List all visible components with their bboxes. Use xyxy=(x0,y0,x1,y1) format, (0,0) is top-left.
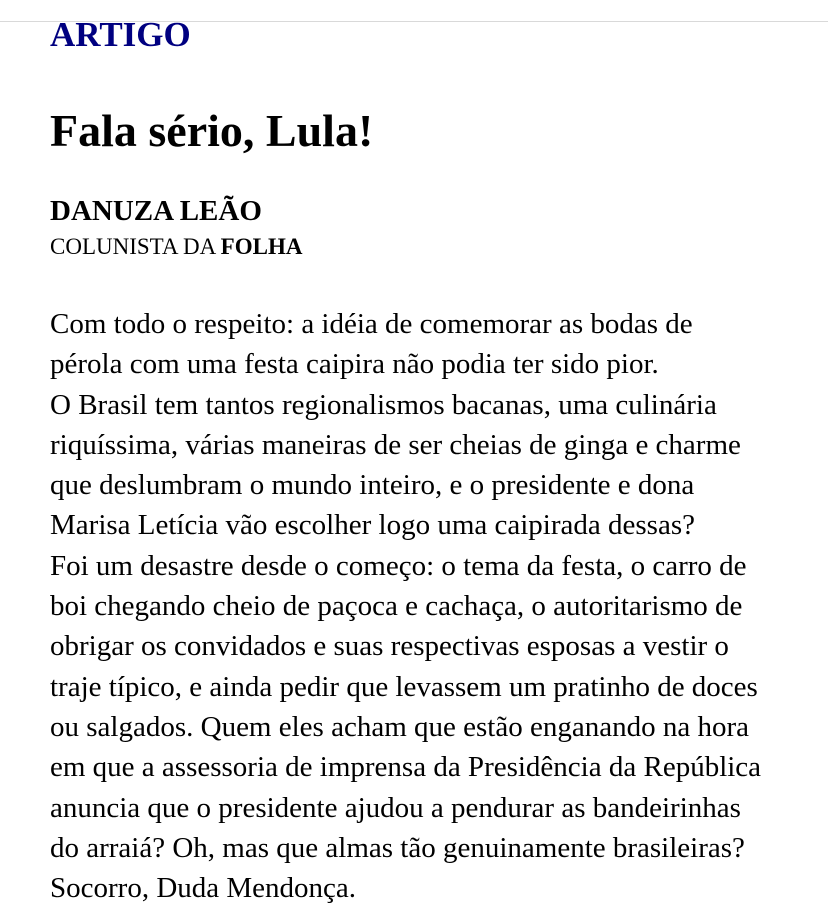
article-line: anuncia que o presidente ajudou a pendurar as bandeirinhas xyxy=(50,791,741,824)
article-line: Socorro, Duda Mendonça. xyxy=(50,872,357,905)
article-line: que deslumbram o mundo inteiro, e o presidente e dona xyxy=(50,469,695,502)
article-line: Marisa Letícia vão escolher logo uma caipirada dessas? xyxy=(50,509,695,542)
article-headline: Fala sério, Lula! xyxy=(50,105,374,156)
author-name: DANUZA LEÃO xyxy=(50,195,262,227)
article-line: obrigar os convidados e suas respectivas esposas a vestir o xyxy=(50,630,729,663)
article-line: O Brasil tem tantos regionalismos bacanas, uma culinária xyxy=(50,388,717,421)
article-line: boi chegando cheio de paçoca e cachaça, o autoritarismo de xyxy=(50,590,743,623)
author-role-prefix: COLUNISTA DA xyxy=(50,234,221,259)
author-outlet: FOLHA xyxy=(220,234,303,259)
article-line: pérola com uma festa caipira não podia ter sido pior. xyxy=(50,348,659,381)
article-line: ou salgados. Quem eles acham que estão enganando na hora xyxy=(50,710,749,743)
article-line: Com todo o respeito: a idéia de comemorar as bodas de xyxy=(50,308,693,340)
article-line: em que a assessoria de imprensa da Presidência da República xyxy=(50,751,762,784)
article-line: Foi um desastre desde o começo: o tema da festa, o carro de xyxy=(50,549,747,582)
author-role xyxy=(50,232,302,262)
section-label: ARTIGO xyxy=(50,15,191,54)
article-line: riquíssima, várias maneiras de ser cheias de ginga e charme xyxy=(50,428,741,461)
article-line: do arraiá? Oh, mas que almas tão genuinamente brasileiras? xyxy=(50,831,745,864)
article-line: traje típico, e ainda pedir que levassem um pratinho de doces xyxy=(50,670,758,703)
article-body xyxy=(50,304,828,908)
